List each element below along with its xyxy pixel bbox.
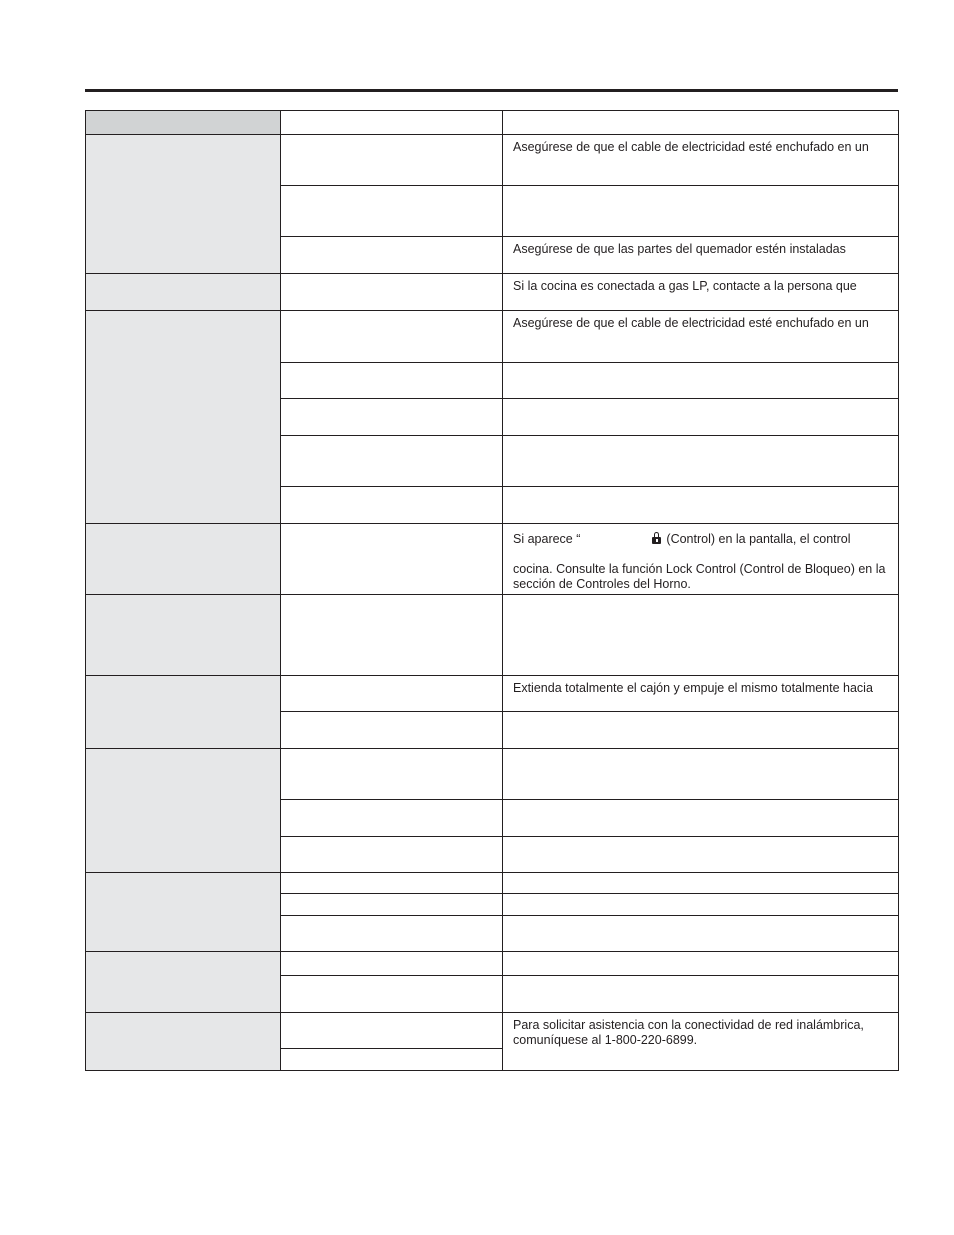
cause-cell — [281, 749, 503, 800]
cause-cell — [281, 237, 503, 274]
header-solution — [503, 111, 899, 135]
solution-text: Si la cocina es conectada a gas LP, contacte a la persona que — [513, 279, 857, 293]
solution-text: Asegúrese de que las partes del quemador estén instaladas — [513, 242, 846, 256]
table-header-row — [86, 111, 899, 135]
table-row — [86, 952, 899, 976]
solution-text: Asegúrese de que el cable de electricidad esté enchufado en un — [513, 140, 869, 154]
solution-cell — [503, 363, 899, 399]
cause-cell — [281, 976, 503, 1013]
cause-cell — [281, 399, 503, 436]
solution-cell — [503, 1013, 899, 1071]
solution-cell — [503, 186, 899, 237]
cause-cell — [281, 524, 503, 595]
solution-cell — [503, 487, 899, 524]
cause-cell — [281, 363, 503, 399]
solution-cell — [503, 274, 899, 311]
table-row — [86, 135, 899, 186]
solution-cell — [503, 311, 899, 363]
solution-cell — [503, 916, 899, 952]
cause-cell — [281, 487, 503, 524]
solution-cell — [503, 712, 899, 749]
header-problem — [86, 111, 281, 135]
troubleshooting-table — [85, 110, 899, 1071]
problem-cell — [86, 595, 281, 676]
problem-cell — [86, 676, 281, 749]
table-row — [86, 311, 899, 363]
solution-cell — [503, 952, 899, 976]
table-row — [86, 274, 899, 311]
solution-cell — [503, 837, 899, 873]
cause-cell — [281, 837, 503, 873]
solution-cell — [503, 676, 899, 712]
solution-text: Asegúrese de que el cable de electricidad esté enchufado en un — [513, 316, 869, 330]
problem-cell — [86, 135, 281, 274]
problem-cell — [86, 274, 281, 311]
cause-cell — [281, 894, 503, 916]
solution-cell — [503, 237, 899, 274]
solution-cell — [503, 800, 899, 837]
table-row — [86, 595, 899, 676]
problem-cell — [86, 749, 281, 873]
solution-cell — [503, 894, 899, 916]
cause-cell — [281, 916, 503, 952]
solution-cell — [503, 524, 899, 595]
table-row — [86, 676, 899, 712]
cause-cell — [281, 1013, 503, 1049]
header-cause — [281, 111, 503, 135]
solution-cell — [503, 976, 899, 1013]
cause-cell — [281, 186, 503, 237]
problem-cell — [86, 311, 281, 524]
cause-cell — [281, 1049, 503, 1071]
solution-text — [513, 532, 890, 547]
solution-cell — [503, 595, 899, 676]
cause-cell — [281, 311, 503, 363]
cause-cell — [281, 595, 503, 676]
cause-cell — [281, 873, 503, 894]
table-row — [86, 749, 899, 800]
solution-cell — [503, 749, 899, 800]
problem-cell — [86, 873, 281, 952]
lock-icon — [652, 537, 661, 544]
table-row — [86, 1013, 899, 1049]
cause-cell — [281, 274, 503, 311]
solution-text: Extienda totalmente el cajón y empuje el mismo totalmente hacia — [513, 681, 873, 695]
solution-cell — [503, 399, 899, 436]
cause-cell — [281, 135, 503, 186]
solution-text-part: (Control) en la pantalla, el control — [666, 532, 851, 546]
cause-cell — [281, 436, 503, 487]
table-row — [86, 524, 899, 595]
solution-text: Para solicitar asistencia con la conectividad de red inalámbrica, comuníquese al 1-800-220-6899. — [513, 1018, 864, 1047]
cause-cell — [281, 712, 503, 749]
solution-text-part: Si aparece “ — [513, 532, 581, 546]
solution-cell — [503, 873, 899, 894]
problem-cell — [86, 952, 281, 1013]
cause-cell — [281, 676, 503, 712]
table-row — [86, 873, 899, 894]
cause-cell — [281, 952, 503, 976]
top-rule — [85, 89, 898, 92]
cause-cell — [281, 800, 503, 837]
solution-cell — [503, 436, 899, 487]
problem-cell — [86, 524, 281, 595]
solution-text: cocina. Consulte la función Lock Control (Control de Bloqueo) en la sección de Controles del Horno. — [513, 562, 886, 591]
solution-cell — [503, 135, 899, 186]
problem-cell — [86, 1013, 281, 1071]
